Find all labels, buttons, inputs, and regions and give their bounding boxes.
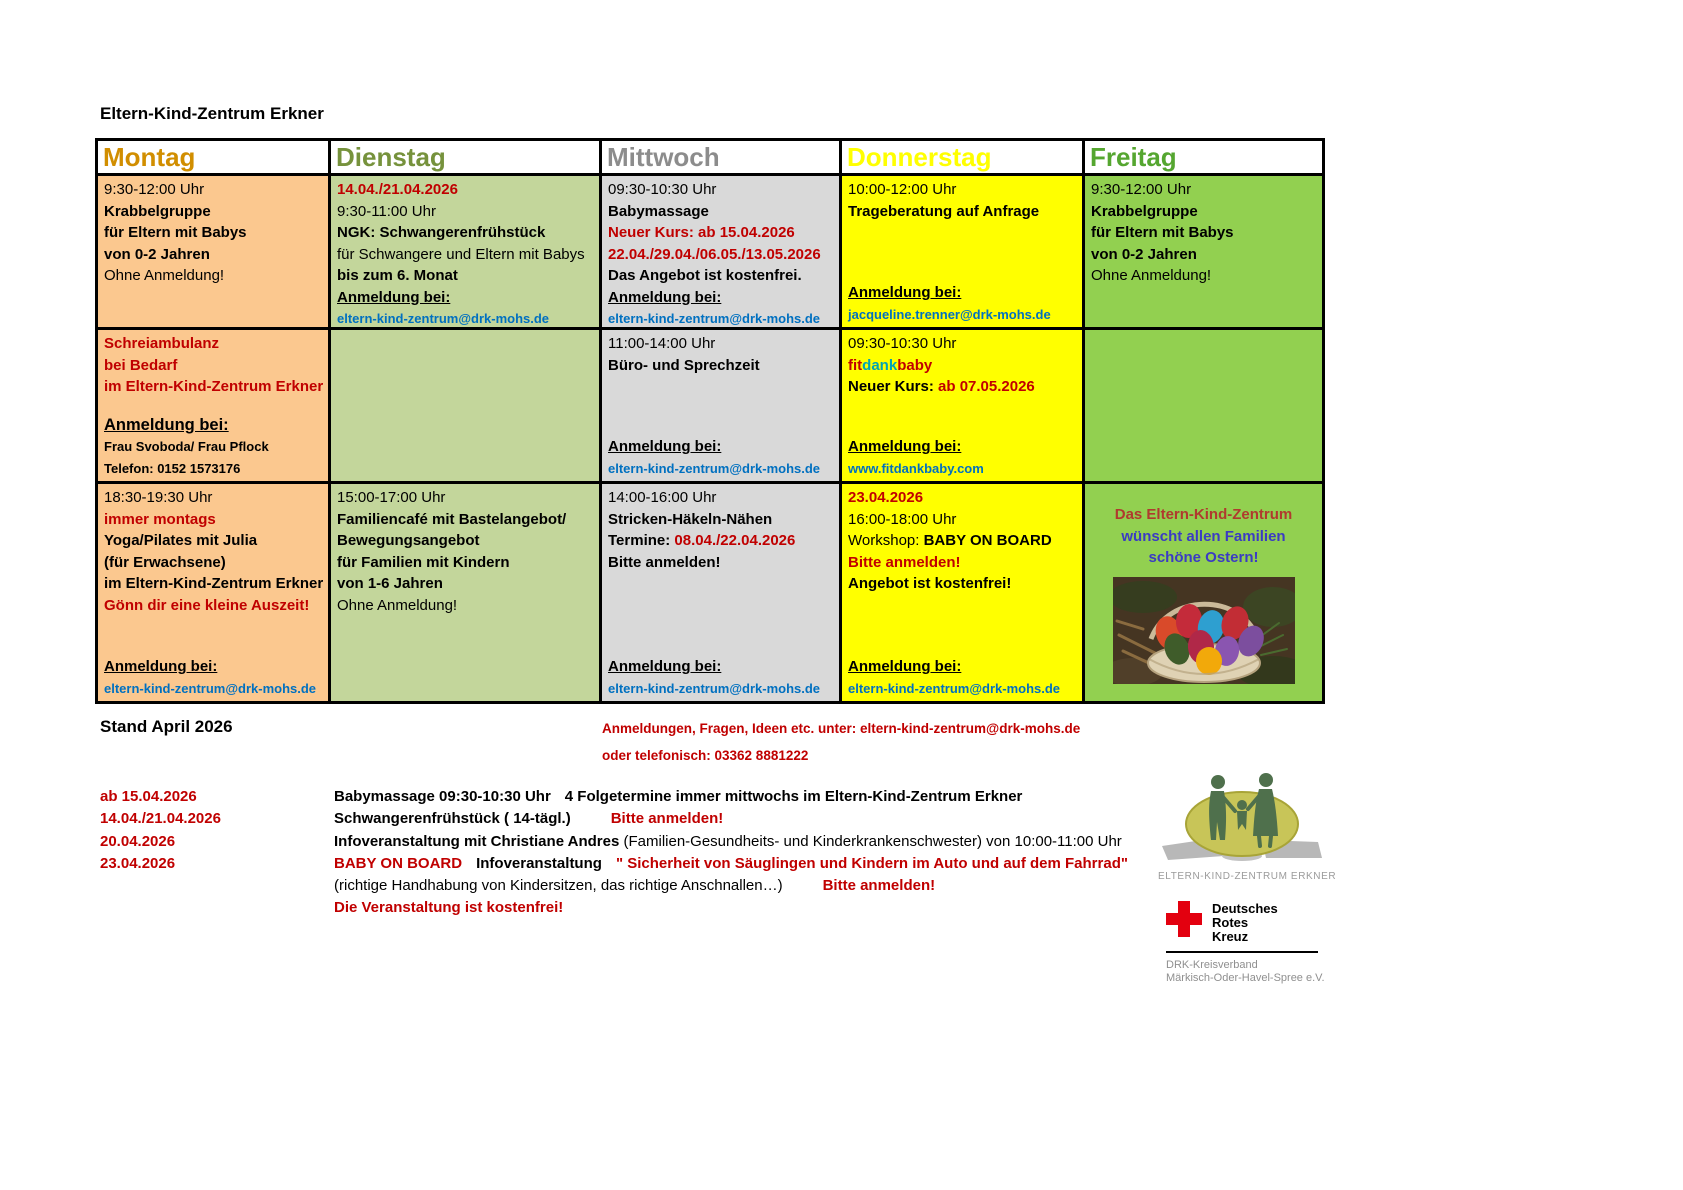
cell-text: Anmeldung bei: <box>104 415 229 434</box>
cell-text: baby <box>897 356 933 374</box>
red-cross-icon <box>1166 901 1202 937</box>
cell-line <box>337 573 593 595</box>
cell-montag-row3 <box>98 484 331 701</box>
cell-line <box>104 487 322 509</box>
cell-text: Infoveranstaltung mit Christiane Andres <box>334 832 620 850</box>
event-description <box>334 831 1122 853</box>
cell-line <box>848 333 1076 355</box>
cell-line <box>848 678 1076 700</box>
cell-text: Neuer Kurs: ab 15.04.2026 <box>608 224 795 241</box>
cell-text: Stricken-Häkeln-Nähen <box>608 510 773 528</box>
cell-line <box>848 179 1076 201</box>
event-date: 20.04.2026 <box>100 832 176 850</box>
cell-text: Krabbelgruppe <box>1091 202 1198 220</box>
cell-text: 15:00-17:00 Uhr <box>337 489 446 506</box>
cell-line <box>608 678 833 700</box>
cell-text: (für Erwachsene) <box>104 553 226 571</box>
cell-line <box>1091 244 1316 266</box>
cell-freitag-row2 <box>1085 330 1322 484</box>
cell-line <box>104 201 322 223</box>
cell-line <box>104 333 322 355</box>
cell-line <box>337 552 593 574</box>
events-list <box>100 786 1170 920</box>
cell-text: 09:30-10:30 Uhr <box>848 335 957 352</box>
cell-text: 9:30-12:00 Uhr <box>1091 181 1192 198</box>
ekz-logo-caption: ELTERN-KIND-ZENTRUM ERKNER <box>1158 871 1337 882</box>
stand-date: Stand April 2026 <box>100 717 233 736</box>
registration-block <box>104 656 322 699</box>
drk-name-line: Kreuz <box>1212 929 1249 944</box>
drk-logo <box>1166 901 1366 985</box>
cell-line <box>337 201 593 223</box>
cell-text: Anmeldung bei: <box>848 658 962 675</box>
drk-name-line: Deutsches <box>1212 901 1278 916</box>
drk-subtitle <box>1166 959 1366 985</box>
cell-line <box>848 656 1076 678</box>
cell-text: (Familien-Gesundheits- und Kinderkrankenschwester) von 10:00-11:00 Uhr <box>619 832 1122 850</box>
cell-donnerstag-row2 <box>842 330 1085 484</box>
cell-line <box>337 244 593 266</box>
cell-montag-row1 <box>98 176 331 330</box>
cell-text: Familiencafé mit Bastelangebot/ <box>337 510 567 528</box>
cell-dienstag-row2 <box>331 330 602 484</box>
cell-text: Frau Svoboda/ Frau Pflock <box>104 439 269 454</box>
cell-freitag-row3 <box>1085 484 1322 701</box>
cell-text: Büro- und Sprechzeit <box>608 356 760 374</box>
cell-text: ab 07.05.2026 <box>938 378 1035 395</box>
cell-text: Anmeldung bei: <box>848 438 962 455</box>
cell-text: NGK: Schwangerenfrühstück <box>337 224 546 241</box>
cell-text: Trageberatung auf Anfrage <box>848 202 1040 220</box>
cell-line <box>848 282 1076 304</box>
cell-text: im Eltern-Kind-Zentrum Erkner <box>104 378 324 395</box>
cell-text: für Schwangere und Eltern mit Babys <box>337 245 585 263</box>
cell-text: Bitte anmelden! <box>608 553 721 571</box>
event-row <box>100 875 1170 897</box>
cell-text: Anmeldung bei: <box>608 438 722 455</box>
event-date: ab 15.04.2026 <box>100 788 197 805</box>
cell-line <box>104 595 322 617</box>
event-description <box>334 897 563 919</box>
cell-line <box>608 436 833 458</box>
cell-text: Anmeldung bei: <box>848 284 962 301</box>
cell-line <box>337 530 593 552</box>
cell-line <box>1091 179 1316 201</box>
cell-line <box>104 656 322 678</box>
event-description <box>334 786 1022 808</box>
cell-text: schöne Ostern! <box>1148 549 1259 566</box>
cell-donnerstag-row1 <box>842 176 1085 330</box>
cell-text: 10:00-12:00 Uhr <box>848 181 957 198</box>
cell-line <box>1115 504 1293 526</box>
cell-text: Babymassage <box>608 202 709 220</box>
event-date <box>100 897 334 919</box>
cell-line <box>848 509 1076 531</box>
cell-dienstag-row3 <box>331 484 602 701</box>
cell-line <box>848 304 1076 326</box>
cell-line <box>104 415 322 437</box>
cell-text: von 0-2 Jahren <box>104 245 210 263</box>
registration-block <box>848 656 1076 699</box>
cell-line <box>1091 222 1316 244</box>
cell-text: Ohne Anmeldung! <box>337 596 458 614</box>
cell-line <box>608 265 833 287</box>
event-description <box>334 875 935 897</box>
day-header-dienstag: Dienstag <box>331 141 602 176</box>
registration-block <box>104 415 322 480</box>
cell-line <box>848 487 1076 509</box>
cell-text: Schreiambulanz <box>104 335 220 352</box>
cell-text: Schwangerenfrühstück ( 14-tägl.) <box>334 810 571 828</box>
cell-text: Krabbelgruppe <box>104 202 211 220</box>
cell-line <box>104 530 322 552</box>
family-logo-icon <box>1158 768 1326 864</box>
day-header-montag: Montag <box>98 141 331 176</box>
cell-line <box>1091 201 1316 223</box>
cell-text: Telefon: 0152 1573176 <box>104 460 241 476</box>
cell-text: 11:00-14:00 Uhr <box>608 335 716 352</box>
cell-line <box>848 355 1076 377</box>
contact-link[interactable]: eltern-kind-zentrum@drk-mohs.de <box>337 311 550 326</box>
cell-text: 9:30-11:00 Uhr <box>337 202 436 220</box>
cell-line <box>608 308 833 330</box>
drk-name <box>1212 901 1278 944</box>
cell-text: BABY ON BOARD <box>923 532 1052 549</box>
cell-line <box>608 287 833 309</box>
cell-text: 09:30-10:30 Uhr <box>608 181 717 198</box>
cell-text: Die Veranstaltung ist kostenfrei! <box>334 899 564 917</box>
easter-eggs-image <box>1113 577 1295 688</box>
cell-line <box>608 656 833 678</box>
cell-line <box>608 179 833 201</box>
cell-text: 18:30-19:30 Uhr <box>104 489 213 506</box>
cell-text: Infoveranstaltung <box>476 854 602 872</box>
cell-text: dank <box>862 356 898 374</box>
contact-link[interactable]: eltern-kind-zentrum@drk-mohs.de <box>608 460 821 476</box>
cell-line <box>1091 265 1316 287</box>
cell-text: Yoga/Pilates mit Julia <box>104 532 258 549</box>
cell-line <box>104 265 322 287</box>
cell-text: im Eltern-Kind-Zentrum Erkner <box>104 575 324 592</box>
cell-text: Gönn dir eine kleine Auszeit! <box>104 596 310 614</box>
cell-line <box>608 333 833 355</box>
cell-mittwoch-row2 <box>602 330 842 484</box>
event-description <box>334 853 1128 875</box>
ekz-logo <box>1158 768 1337 882</box>
cell-freitag-row1 <box>1085 176 1322 330</box>
event-row <box>100 831 1170 853</box>
cell-line <box>337 287 593 309</box>
cell-line <box>337 265 593 287</box>
event-row <box>100 897 1170 919</box>
contact-link[interactable]: jacqueline.trenner@drk-mohs.de <box>848 306 1051 322</box>
cell-text: bei Bedarf <box>104 356 178 374</box>
contact-link[interactable]: www.fitdankbaby.com <box>848 460 984 476</box>
cell-text: Ohne Anmeldung! <box>1091 267 1212 284</box>
cell-text: wünscht allen Familien <box>1121 527 1286 545</box>
cell-text: 16:00-18:00 Uhr <box>848 510 957 528</box>
cell-dienstag-row1 <box>331 176 602 330</box>
cell-line <box>104 376 322 398</box>
cell-text: Das Eltern-Kind-Zentrum <box>1114 506 1293 523</box>
cell-text: Anmeldung bei: <box>608 658 722 675</box>
cell-line <box>608 530 833 552</box>
registration-block <box>848 282 1076 325</box>
cell-line <box>104 179 322 201</box>
cell-line <box>608 509 833 531</box>
cell-text: Anmeldung bei: <box>104 658 218 675</box>
cell-text: (richtige Handhabung von Kindersitzen, das richtige Anschnallen…) <box>334 877 783 895</box>
contact-block <box>602 721 1080 775</box>
cell-text: für Eltern mit Babys <box>1091 224 1234 241</box>
cell-text: Bewegungsangebot <box>337 532 480 549</box>
cell-text: " Sicherheit von Säuglingen und Kindern im Auto und auf dem Fahrrad" <box>615 854 1128 872</box>
drk-sub-line: Märkisch-Oder-Havel-Spree e.V. <box>1166 972 1325 984</box>
cell-line <box>104 436 322 458</box>
cell-text: Ohne Anmeldung! <box>104 267 225 284</box>
event-date <box>100 875 334 897</box>
cell-line <box>608 222 833 244</box>
cell-text: 23.04.2026 <box>848 489 924 506</box>
cell-line <box>104 573 322 595</box>
cell-line <box>337 595 593 617</box>
cell-line <box>608 355 833 377</box>
cell-line <box>104 678 322 700</box>
day-header-donnerstag: Donnerstag <box>842 141 1085 176</box>
cell-text: von 1-6 Jahren <box>337 575 443 592</box>
cell-mittwoch-row3 <box>602 484 842 701</box>
cell-text: 14:00-16:00 Uhr <box>608 489 717 506</box>
cell-line <box>337 487 593 509</box>
cell-line <box>848 376 1076 398</box>
cell-text: Anmeldung bei: <box>608 288 722 306</box>
cell-line <box>1148 547 1258 569</box>
cell-line <box>848 458 1076 480</box>
event-row <box>100 786 1170 808</box>
cell-text: Bitte anmelden! <box>610 810 724 828</box>
event-date: 14.04./21.04.2026 <box>100 810 221 828</box>
cell-line <box>848 530 1076 552</box>
event-description <box>334 808 723 830</box>
cell-text: Bitte anmelden! <box>848 553 961 571</box>
contact-link[interactable]: eltern-kind-zentrum@drk-mohs.de <box>104 680 317 696</box>
cell-text: bis zum 6. Monat <box>337 267 458 284</box>
cell-text: Das Angebot ist kostenfrei. <box>608 267 802 284</box>
day-header-freitag: Freitag <box>1085 141 1322 176</box>
contact-phone-line: oder telefonisch: 03362 8881222 <box>602 748 809 763</box>
registration-block <box>337 287 593 330</box>
drk-divider <box>1166 951 1318 953</box>
cell-text: 4 Folgetermine immer mittwochs im Eltern-Kind-Zentrum Erkner <box>564 788 1023 805</box>
contact-email-line: Anmeldungen, Fragen, Ideen etc. unter: eltern-kind-zentrum@drk-mohs.de <box>602 721 1081 736</box>
registration-block <box>608 287 833 330</box>
cell-text: Neuer Kurs: <box>848 378 939 395</box>
cell-line <box>104 355 322 377</box>
page-title: Eltern-Kind-Zentrum Erkner <box>100 104 324 123</box>
cell-line <box>337 509 593 531</box>
cell-line <box>608 487 833 509</box>
drk-name-line: Rotes <box>1212 915 1249 930</box>
contact-link[interactable]: eltern-kind-zentrum@drk-mohs.de <box>608 680 821 696</box>
contact-link[interactable]: eltern-kind-zentrum@drk-mohs.de <box>848 680 1061 696</box>
cell-montag-row2 <box>98 330 331 484</box>
cell-line <box>848 436 1076 458</box>
cell-line <box>337 308 593 330</box>
cell-line <box>1121 526 1285 548</box>
cell-line <box>104 222 322 244</box>
cell-text: Anmeldung bei: <box>337 288 451 306</box>
cell-text: BABY ON BOARD <box>334 854 463 872</box>
cell-text: Termine: <box>608 532 675 549</box>
registration-block <box>848 436 1076 479</box>
cell-line <box>337 179 593 201</box>
cell-text: 22.04./29.04./06.05./13.05.2026 <box>608 245 821 263</box>
cell-text: von 0-2 Jahren <box>1091 245 1197 263</box>
cell-line <box>104 509 322 531</box>
cell-text: Angebot ist kostenfrei! <box>848 575 1012 592</box>
cell-line <box>104 552 322 574</box>
event-row <box>100 808 1170 830</box>
cell-text: 08.04./22.04.2026 <box>674 532 796 549</box>
cell-text: 14.04./21.04.2026 <box>337 181 458 198</box>
drk-sub-line: DRK-Kreisverband <box>1166 959 1258 971</box>
cell-line <box>608 201 833 223</box>
cell-text: 9:30-12:00 Uhr <box>104 181 205 198</box>
cell-mittwoch-row1 <box>602 176 842 330</box>
event-date: 23.04.2026 <box>100 854 176 872</box>
cell-line <box>608 552 833 574</box>
cell-line <box>104 244 322 266</box>
cell-text: Workshop: <box>848 532 924 549</box>
cell-line <box>608 458 833 480</box>
cell-text: für Familien mit Kindern <box>337 553 510 571</box>
cell-line <box>848 201 1076 223</box>
cell-text: Bitte anmelden! <box>822 877 936 895</box>
registration-block <box>608 656 833 699</box>
event-row <box>100 853 1170 875</box>
cell-line <box>104 458 322 480</box>
day-header-mittwoch: Mittwoch <box>602 141 842 176</box>
schedule-table <box>95 138 1325 704</box>
cell-text: Babymassage 09:30-10:30 Uhr <box>334 788 551 805</box>
cell-line <box>848 552 1076 574</box>
registration-block <box>608 436 833 479</box>
cell-donnerstag-row3 <box>842 484 1085 701</box>
cell-line <box>608 244 833 266</box>
contact-link[interactable]: eltern-kind-zentrum@drk-mohs.de <box>608 311 821 326</box>
cell-line <box>337 222 593 244</box>
cell-line <box>848 573 1076 595</box>
cell-text: fit <box>848 356 863 374</box>
cell-text: immer montags <box>104 510 216 528</box>
cell-text: für Eltern mit Babys <box>104 224 247 241</box>
